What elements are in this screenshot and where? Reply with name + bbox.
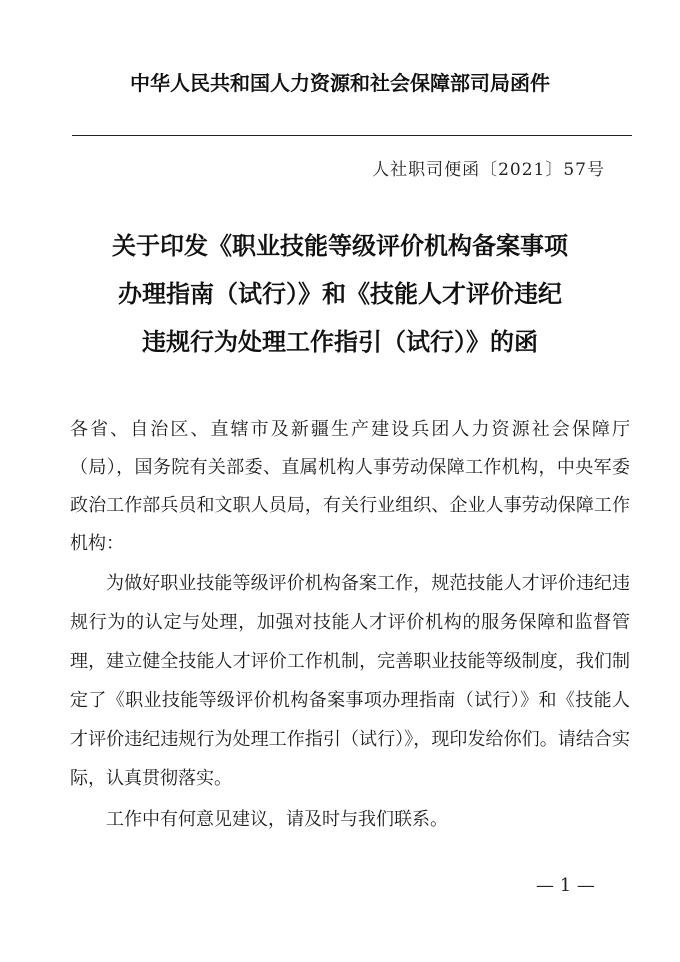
document-title	[0, 222, 680, 366]
document-title-line-3: 违规行为处理工作指引（试行）》的函	[142, 327, 538, 356]
document-number: 人社职司便函〔2021〕57号	[372, 160, 605, 180]
letterhead-title: 中华人民共和国人力资源和社会保障部司局函件	[130, 71, 550, 95]
body-paragraph-main: 为做好职业技能等级评价机构备案工作，规范技能人才评价违纪违规行为的认定与处理，加强对技能人才评价机构的服务保障和监督管理，建立健全技能人才评价工作机制，完善职业技能等级制度，我们制定了《职业技能等级评价机构备案事项办理指南（试行）》和《技能人才评价违纪违规行为处理工作指引（试行）》，现印发给你们。请结合实际，认真贯彻落实。	[70, 573, 630, 789]
addressee-paragraph: 各省、自治区、直辖市及新疆生产建设兵团人力资源社会保障厅（局），国务院有关部委、直属机构人事劳动保障工作机构，中央军委政治工作部兵员和文职人员局，有关行业组织、企业人事劳动保障工作机构：	[70, 419, 630, 554]
body-paragraph-closing: 工作中有何意见建议，请及时与我们联系。	[106, 809, 448, 830]
document-title-line-1: 关于印发《职业技能等级评价机构备案事项	[112, 231, 568, 260]
page-number: — 1 —	[536, 875, 595, 896]
letterhead-divider	[72, 135, 632, 136]
document-title-line-2: 办理指南（试行）》和《技能人才评价违纪	[118, 279, 562, 308]
